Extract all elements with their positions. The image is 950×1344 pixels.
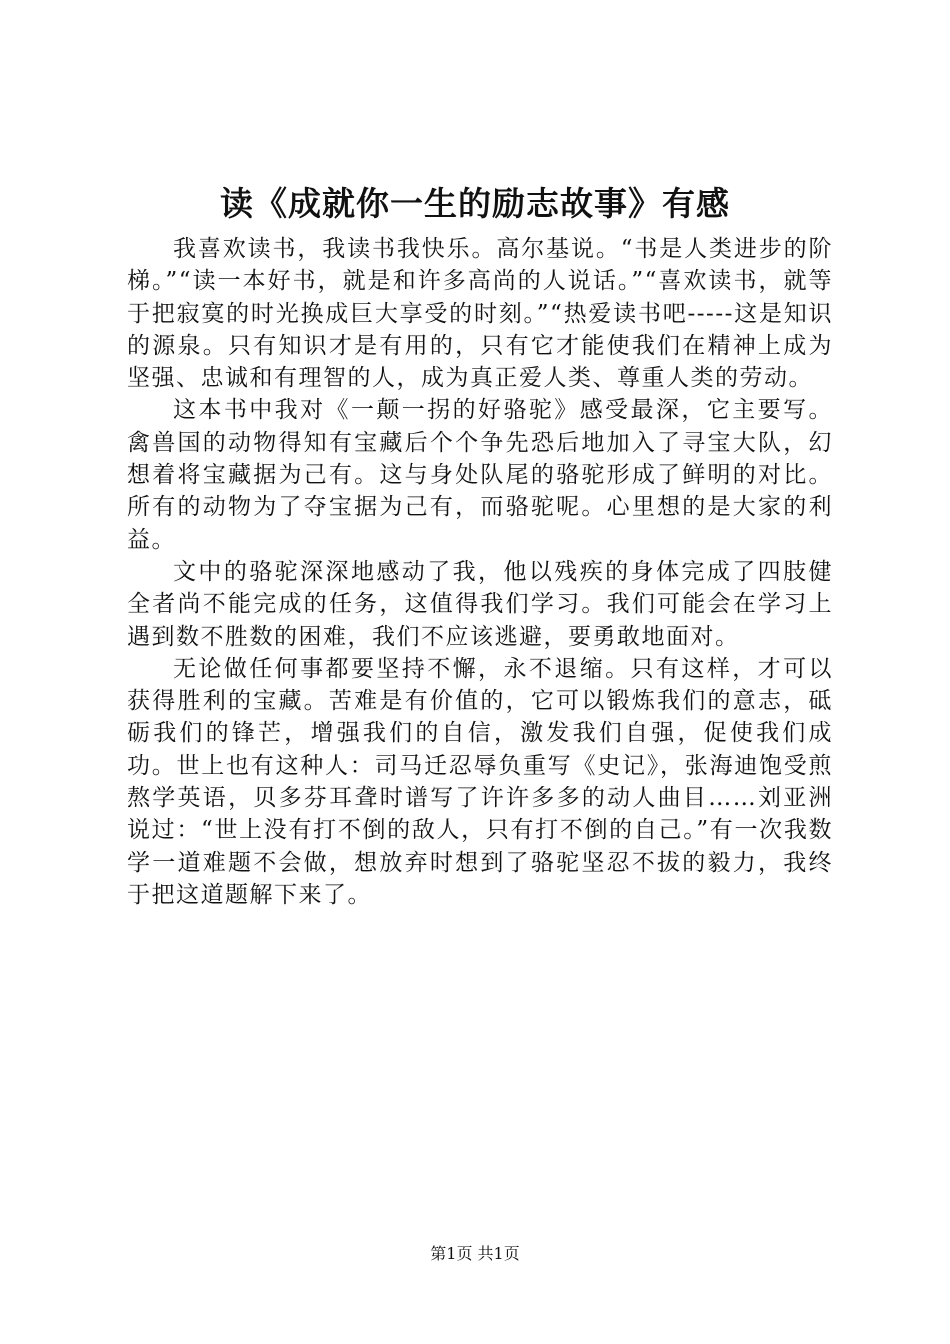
paragraph-4: 无论做任何事都要坚持不懈，永不退缩。只有这样，才可以获得胜利的宝藏。苦难是有价值的，它可以锻炼我们的意志，砥砺我们的锋芒，增强我们的自信，激发我们自强，促使我们成功。世上也有这种人：司马迁忍辱负重写《史记》，张海迪饱受煎熬学英语，贝多芬耳聋时谱写了许许多多的动人曲目……刘亚洲说过：“世上没有打不倒的敌人，只有打不倒的自己。”有一次我数学一道难题不会做，想放弃时想到了骆驼坚忍不拔的毅力，我终于把这道题解下来了。 [127, 655, 833, 908]
document-body [127, 233, 833, 911]
paragraph-2: 这本书中我对《一颠一拐的好骆驼》感受最深，它主要写。禽兽国的动物得知有宝藏后个个争先恐后地加入了寻宝大队，幻想着将宝藏据为己有。这与身处队尾的骆驼形成了鲜明的对比。所有的动物为了夺宝据为己有，而骆驼呢。心里想的是大家的利益。 [127, 397, 833, 553]
paragraph-1: 我喜欢读书，我读书我快乐。高尔基说。“书是人类进步的阶梯。”“读一本好书，就是和许多高尚的人说话。”“喜欢读书，就等于把寂寞的时光换成巨大享受的时刻。”“热爱读书吧-----这是知识的源泉。只有知识才是有用的，只有它才能使我们在精神上成为坚强、忠诚和有理智的人，成为真正爱人类、尊重人类的劳动。 [127, 236, 833, 392]
page-footer: 第1页 共1页 [430, 1244, 520, 1263]
document-title: 读《成就你一生的励志故事》有感 [220, 184, 730, 223]
paragraph-3: 文中的骆驼深深地感动了我，他以残疾的身体完成了四肢健全者尚不能完成的任务，这值得我们学习。我们可能会在学习上遇到数不胜数的困难，我们不应该逃避，要勇敢地面对。 [127, 558, 833, 650]
